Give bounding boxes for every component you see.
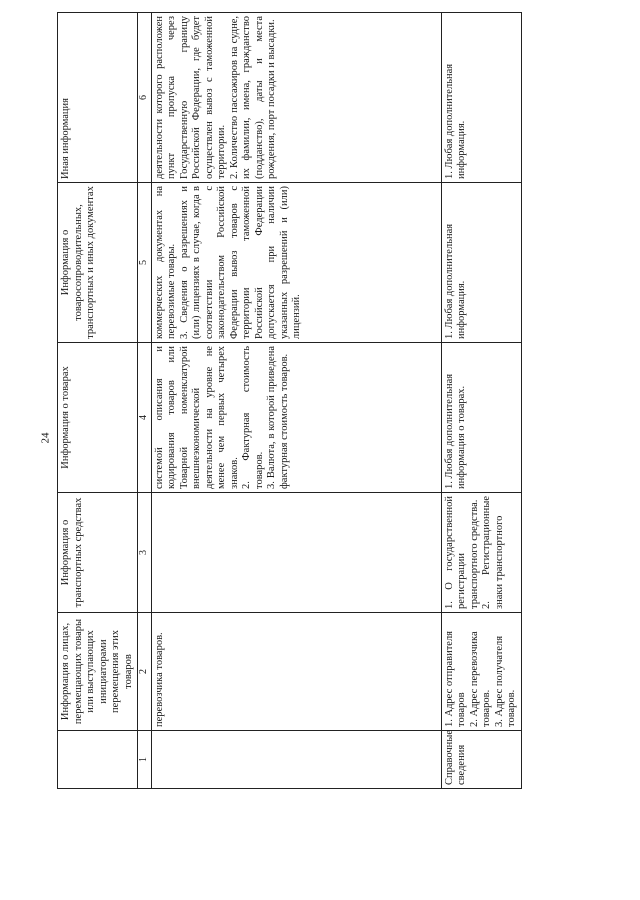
page-number: 24 — [39, 432, 52, 444]
row1-documents: коммерческих документах на перевозимые товары. 3. Сведения о разрешениях и (или) лицензиях в случае, когда в соответствии с законодательством Российской Федерации вывоз товаров с территории таможенной Российской Федерации допускается при наличии указанных разрешений и (или) лицензий. — [151, 183, 441, 343]
col-number-5: 5 — [138, 183, 152, 343]
header-row — [58, 13, 138, 789]
col-number-1: 1 — [138, 731, 152, 789]
row1-persons: перевозчика товаров. — [151, 613, 441, 731]
col-number-4: 4 — [138, 343, 152, 493]
header-other: Иная информация — [58, 13, 138, 183]
row2-persons: 1. Адрес отправителя товаров 2. Адрес перевозчика товаров. 3. Адрес получателя товаров. — [441, 613, 521, 731]
row2-label: Справочные сведения — [441, 731, 521, 789]
header-persons: Информация о лицах, перемещающих товары или выступающих инициаторами перемещения этих товаров — [58, 613, 138, 731]
header-col-1 — [58, 731, 138, 789]
row2-vehicles: 1. О государственной регистрации транспортного средства. 2. Регистрационные знаки транспортного — [441, 493, 521, 613]
number-row — [138, 13, 152, 789]
table-row — [441, 13, 521, 789]
col-number-6: 6 — [138, 13, 152, 183]
col-number-2: 2 — [138, 613, 152, 731]
row1-vehicles — [151, 493, 441, 613]
row2-goods: 1. Любая дополнительная информация о товарах. — [441, 343, 521, 493]
col-number-3: 3 — [138, 493, 152, 613]
row1-col1 — [151, 731, 441, 789]
row1-other: деятельности которого расположен пункт пропуска через Государственную границу Российской Федерации, где будет осуществлен вывоз с таможенной территории. 2. Количество пассажиров на судне, их фамилии, имена, гражданство (подданство), даты и места рождения, порт посадки и высадки. — [151, 13, 441, 183]
row2-other: 1. Любая дополнительная информация. — [441, 13, 521, 183]
header-vehicles: Информация о транспортных средствах — [58, 493, 138, 613]
rotated-sheet — [57, 13, 517, 789]
header-documents: Информация о товаросопроводительных, транспортных и иных документах — [58, 183, 138, 343]
table-row — [151, 13, 441, 789]
header-goods: Информация о товарах — [58, 343, 138, 493]
info-table — [57, 12, 522, 789]
row1-goods: системой описания и кодирования товаров или Товарной номенклатурой внешнеэкономической деятельности на уровне не менее чем первых четырех знаков. 2. Фактурная стоимость товаров. 3. Валюта, в которой приведена фактурная стоимость товаров. — [151, 343, 441, 493]
row2-documents: 1. Любая дополнительная информация. — [441, 183, 521, 343]
